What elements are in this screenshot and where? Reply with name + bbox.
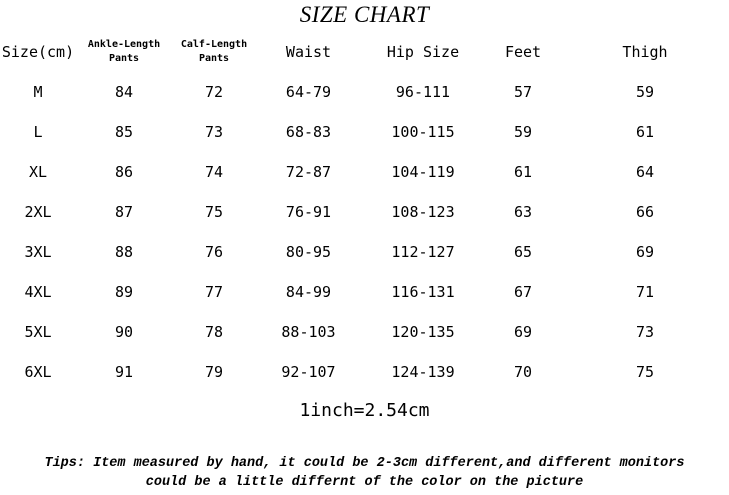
size-label-cell: 6XL: [24, 363, 52, 381]
measurement-cell: 78: [204, 323, 224, 341]
tips-note: [0, 454, 729, 492]
tips-line-1: Tips: Item measured by hand, it could be 2-3cm different,and different monitors: [44, 456, 685, 471]
measurement-cell: 104-119: [391, 163, 455, 181]
size-label-cell: M: [33, 83, 43, 101]
measurement-cell: 96-111: [395, 83, 451, 101]
table-row: [0, 272, 729, 312]
measurement-cell: 74: [204, 163, 224, 181]
measurement-cell: 61: [513, 163, 533, 181]
measurement-cell: 91: [114, 363, 134, 381]
measurement-cell: 108-123: [391, 203, 455, 221]
column-header: Size(cm): [1, 43, 75, 61]
measurement-cell: 87: [114, 203, 134, 221]
size-label-cell: 4XL: [24, 283, 52, 301]
size-label-cell: 3XL: [24, 243, 52, 261]
table-row: [0, 312, 729, 352]
measurement-cell: 69: [635, 243, 655, 261]
measurement-cell: 84-99: [285, 283, 332, 301]
table-row: [0, 72, 729, 112]
measurement-cell: 89: [114, 283, 134, 301]
column-header: Waist: [285, 43, 332, 61]
table-row: [0, 152, 729, 192]
table-body: [0, 72, 729, 392]
measurement-cell: 69: [513, 323, 533, 341]
size-label-cell: XL: [28, 163, 48, 181]
measurement-cell: 64: [635, 163, 655, 181]
size-table: [0, 32, 729, 392]
measurement-cell: 59: [635, 83, 655, 101]
measurement-cell: 85: [114, 123, 134, 141]
measurement-cell: 67: [513, 283, 533, 301]
size-label-cell: L: [33, 123, 43, 141]
tips-line-2: could be a little differnt of the color on the picture: [145, 475, 584, 490]
measurement-cell: 120-135: [391, 323, 455, 341]
measurement-cell: 88-103: [281, 323, 336, 341]
measurement-cell: 92-107: [281, 363, 336, 381]
column-header: Ankle-Length Pants: [87, 39, 161, 64]
unit-conversion-note: 1inch=2.54cm: [299, 400, 430, 421]
measurement-cell: 66: [635, 203, 655, 221]
measurement-cell: 86: [114, 163, 134, 181]
measurement-cell: 116-131: [391, 283, 455, 301]
measurement-cell: 59: [513, 123, 533, 141]
measurement-cell: 100-115: [391, 123, 455, 141]
measurement-cell: 88: [114, 243, 134, 261]
size-label-cell: 5XL: [24, 323, 52, 341]
measurement-cell: 79: [204, 363, 224, 381]
measurement-cell: 76: [204, 243, 224, 261]
measurement-cell: 70: [513, 363, 533, 381]
measurement-cell: 77: [204, 283, 224, 301]
measurement-cell: 73: [204, 123, 224, 141]
size-label-cell: 2XL: [24, 203, 52, 221]
measurement-cell: 84: [114, 83, 134, 101]
measurement-cell: 76-91: [285, 203, 332, 221]
table-header-row: [0, 32, 729, 72]
column-header: Calf-Length Pants: [180, 39, 248, 64]
table-row: [0, 352, 729, 392]
chart-title: SIZE CHART: [299, 2, 430, 27]
measurement-cell: 61: [635, 123, 655, 141]
measurement-cell: 65: [513, 243, 533, 261]
measurement-cell: 64-79: [285, 83, 332, 101]
column-header: Hip Size: [386, 43, 460, 61]
measurement-cell: 72-87: [285, 163, 332, 181]
measurement-cell: 75: [635, 363, 655, 381]
column-header: Thigh: [622, 43, 668, 61]
measurement-cell: 124-139: [391, 363, 455, 381]
measurement-cell: 73: [635, 323, 655, 341]
column-header: Feet: [504, 43, 542, 61]
measurement-cell: 75: [204, 203, 224, 221]
table-row: [0, 232, 729, 272]
measurement-cell: 112-127: [391, 243, 455, 261]
measurement-cell: 71: [635, 283, 655, 301]
measurement-cell: 80-95: [285, 243, 332, 261]
measurement-cell: 90: [114, 323, 134, 341]
table-row: [0, 112, 729, 152]
measurement-cell: 68-83: [285, 123, 332, 141]
measurement-cell: 57: [513, 83, 533, 101]
table-row: [0, 192, 729, 232]
measurement-cell: 63: [513, 203, 533, 221]
measurement-cell: 72: [204, 83, 224, 101]
